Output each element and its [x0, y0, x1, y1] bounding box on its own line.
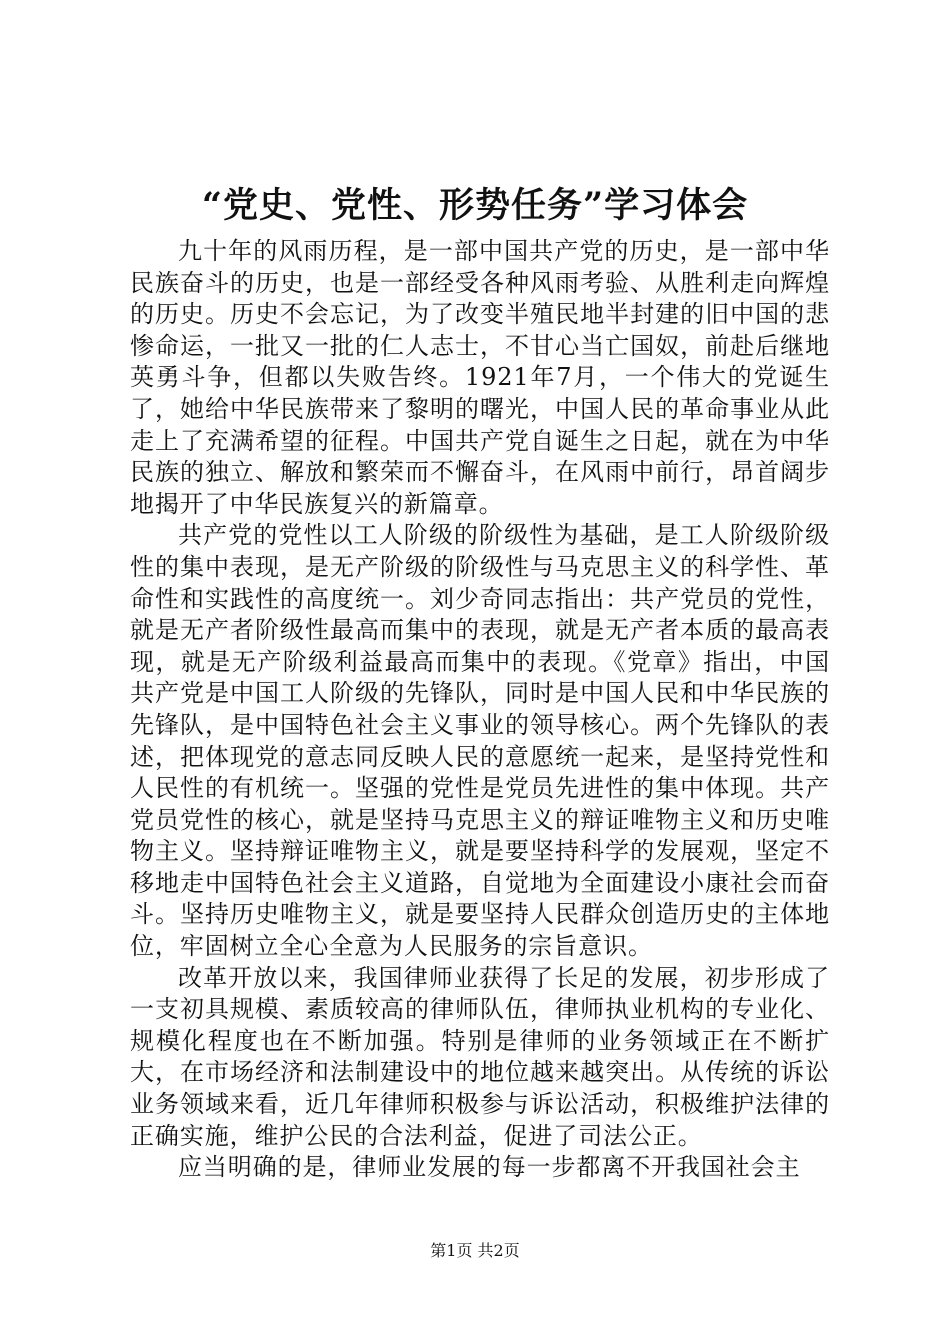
paragraph-2: 共产党的党性以工人阶级的阶级性为基础，是工人阶级阶级性的集中表现，是无产阶级的阶级性与马克思主义的科学性、革命性和实践性的高度统一。刘少奇同志指出：共产党员的党性，就是无产者阶级性最高而集中的表现，就是无产者本质的最高表现，就是无产阶级利益最高而集中的表现。《党章》指出，中国共产党是中国工人阶级的先锋队，同时是中国人民和中华民族的先锋队，是中国特色社会主义事业的领导核心。两个先锋队的表述，把体现党的意志同反映人民的意愿统一起来，是坚持党性和人民性的有机统一。坚强的党性是党员先进性的集中体现。共产党员党性的核心，就是坚持马克思主义的辩证唯物主义和历史唯物主义。坚持辩证唯物主义，就是要坚持科学的发展观，坚定不移地走中国特色社会主义道路，自觉地为全面建设小康社会而奋斗。坚持历史唯物主义，就是要坚持人民群众创造历史的主体地位，牢固树立全心全意为人民服务的宗旨意识。 [130, 521, 830, 961]
paragraph-3: 改革开放以来，我国律师业获得了长足的发展，初步形成了一支初具规模、素质较高的律师队伍，律师执业机构的专业化、规模化程度也在不断加强。特别是律师的业务领域正在不断扩大，在市场经济和法制建设中的地位越来越突出。从传统的诉讼业务领域来看，近几年律师积极参与诉讼活动，积极维护法律的正确实施，维护公民的合法利益，促进了司法公正。 [130, 963, 830, 1150]
page-number-footer: 第1页 共2页 [430, 1241, 520, 1260]
paragraph-1: 九十年的风雨历程，是一部中国共产党的历史，是一部中华民族奋斗的历史，也是一部经受各种风雨考验、从胜利走向辉煌的历史。历史不会忘记，为了改变半殖民地半封建的旧中国的悲惨命运，一批又一批的仁人志士，不甘心当亡国奴，前赴后继地英勇斗争，但都以失败告终。1921年7月，一个伟大的党诞生了，她给中华民族带来了黎明的曙光，中国人民的革命事业从此走上了充满希望的征程。中国共产党自诞生之日起，就在为中华民族的独立、解放和繁荣而不懈奋斗，在风雨中前行，昂首阔步地揭开了中华民族复兴的新篇章。 [130, 237, 830, 518]
document-title: “党史、党性、形势任务”学习体会 [201, 185, 749, 226]
paragraph-4: 应当明确的是，律师业发展的每一步都离不开我国社会主 [178, 1153, 801, 1182]
document-body [130, 236, 830, 1184]
